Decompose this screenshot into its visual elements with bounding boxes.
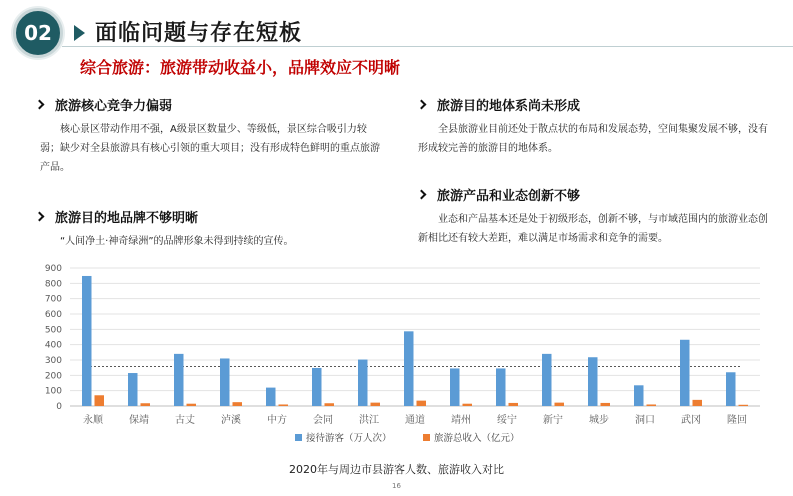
- bar-visitors: [450, 368, 460, 406]
- y-tick-label: 600: [44, 310, 62, 320]
- bar-revenue: [279, 404, 289, 406]
- chevron-right-icon: [36, 212, 45, 221]
- bar-visitors: [404, 331, 414, 406]
- bar-revenue: [739, 405, 749, 406]
- bar-visitors: [496, 368, 506, 406]
- legend-swatch: [295, 434, 302, 441]
- chart-y-axis: [45, 264, 62, 412]
- chevron-right-icon: [36, 100, 45, 109]
- page-title: 面临问题与存在短板: [95, 21, 303, 46]
- chart-gridlines: [70, 268, 760, 406]
- page-number: 16: [392, 482, 401, 490]
- header-divider: [62, 46, 793, 47]
- section-heading: 旅游目的地品牌不够明晰: [55, 211, 199, 226]
- bar-visitors: [358, 360, 368, 406]
- bar-revenue: [693, 400, 703, 406]
- bar-revenue: [647, 404, 657, 406]
- tourism-comparison-chart: [30, 258, 770, 453]
- chart-bars: [82, 276, 748, 406]
- bar-visitors: [82, 276, 92, 406]
- bar-visitors: [588, 357, 598, 406]
- x-tick-label: 通道: [405, 415, 425, 426]
- section-body: 全县旅游业目前还处于散点状的布局和发展态势，空间集聚发展不够，没有形成较完善的旅游目的地体系。: [418, 124, 768, 154]
- bar-revenue: [417, 401, 427, 406]
- bar-visitors: [312, 368, 322, 406]
- chart-x-axis: [83, 413, 747, 426]
- x-tick-label: 城步: [589, 415, 609, 426]
- y-tick-label: 100: [44, 386, 62, 397]
- legend-swatch: [423, 434, 430, 441]
- x-tick-label: 洪江: [359, 415, 379, 426]
- y-tick-label: 300: [44, 356, 62, 366]
- section-heading: 旅游核心竞争力偏弱: [55, 99, 173, 114]
- bar-visitors: [542, 354, 552, 406]
- y-tick-label: 400: [44, 340, 62, 351]
- legend-label: 旅游总收入（亿元）: [434, 433, 520, 444]
- x-tick-label: 会同: [313, 415, 333, 426]
- x-tick-label: 永顺: [83, 415, 103, 426]
- bar-revenue: [601, 403, 611, 406]
- bar-visitors: [680, 340, 690, 406]
- bar-revenue: [555, 403, 565, 406]
- bar-visitors: [726, 372, 736, 406]
- legend-label: 接待游客（万人次）: [306, 433, 392, 444]
- section-heading-row: [418, 185, 776, 204]
- section-body: 业态和产品基本还是处于初级形态，创新不够，与市域范围内的旅游业态创新相比还有较大差距，难以满足市场需求和竞争的需要。: [418, 214, 768, 244]
- section-brand: [36, 207, 381, 251]
- bar-visitors: [174, 354, 184, 406]
- chart-caption: 2020年与周边市县游客人数、旅游收入对比: [289, 463, 504, 476]
- bar-revenue: [463, 404, 473, 406]
- section-heading-row: [36, 207, 381, 226]
- y-tick-label: 900: [44, 264, 62, 274]
- bar-revenue: [95, 395, 105, 406]
- bar-revenue: [141, 403, 151, 406]
- bar-visitors: [634, 385, 644, 406]
- bar-visitors: [220, 358, 230, 406]
- section-core-competitiveness: [36, 95, 381, 177]
- bar-revenue: [187, 404, 197, 406]
- section-heading-row: [418, 95, 776, 114]
- x-tick-label: 古丈: [175, 415, 195, 426]
- bar-revenue: [509, 403, 519, 406]
- section-body: 核心景区带动作用不强，A级景区数量少、等级低，景区综合吸引力较弱；缺少对全县旅游具有核心引领的重大项目；没有形成特色鲜明的重点旅游产品。: [40, 124, 380, 173]
- section-heading-row: [36, 95, 381, 114]
- section-destination-system: [418, 95, 776, 158]
- x-tick-label: 靖州: [451, 415, 471, 426]
- x-tick-label: 保靖: [129, 415, 149, 426]
- x-tick-label: 武冈: [681, 415, 701, 426]
- y-tick-label: 700: [44, 294, 62, 305]
- x-tick-label: 新宁: [543, 415, 563, 426]
- page-subtitle: 综合旅游：旅游带动收益小，品牌效应不明晰: [80, 58, 401, 77]
- x-tick-label: 隆回: [727, 415, 747, 426]
- section-heading: 旅游产品和业态创新不够: [437, 189, 581, 204]
- bar-revenue: [325, 403, 335, 406]
- chevron-right-icon: [418, 190, 427, 199]
- bar-visitors: [128, 373, 138, 406]
- y-tick-label: 200: [44, 371, 62, 382]
- bar-revenue: [371, 403, 381, 406]
- play-arrow-icon: [74, 25, 85, 41]
- bar-revenue: [233, 402, 243, 406]
- x-tick-label: 绥宁: [497, 415, 517, 426]
- bar-visitors: [266, 388, 276, 406]
- x-tick-label: 泸溪: [221, 415, 241, 426]
- section-product-innovation: [418, 185, 776, 248]
- x-tick-label: 洞口: [635, 415, 655, 426]
- chart-legend: [295, 432, 520, 444]
- y-tick-label: 500: [44, 325, 62, 336]
- y-tick-label: 800: [44, 279, 62, 290]
- y-tick-label: 0: [56, 402, 62, 412]
- chevron-right-icon: [418, 100, 427, 109]
- section-number-badge: 02: [13, 8, 63, 58]
- x-tick-label: 中方: [267, 415, 287, 426]
- section-body: “人间净土·神奇绿洲”的品牌形象未得到持续的宣传。: [60, 236, 294, 247]
- section-heading: 旅游目的地体系尚未形成: [437, 99, 581, 114]
